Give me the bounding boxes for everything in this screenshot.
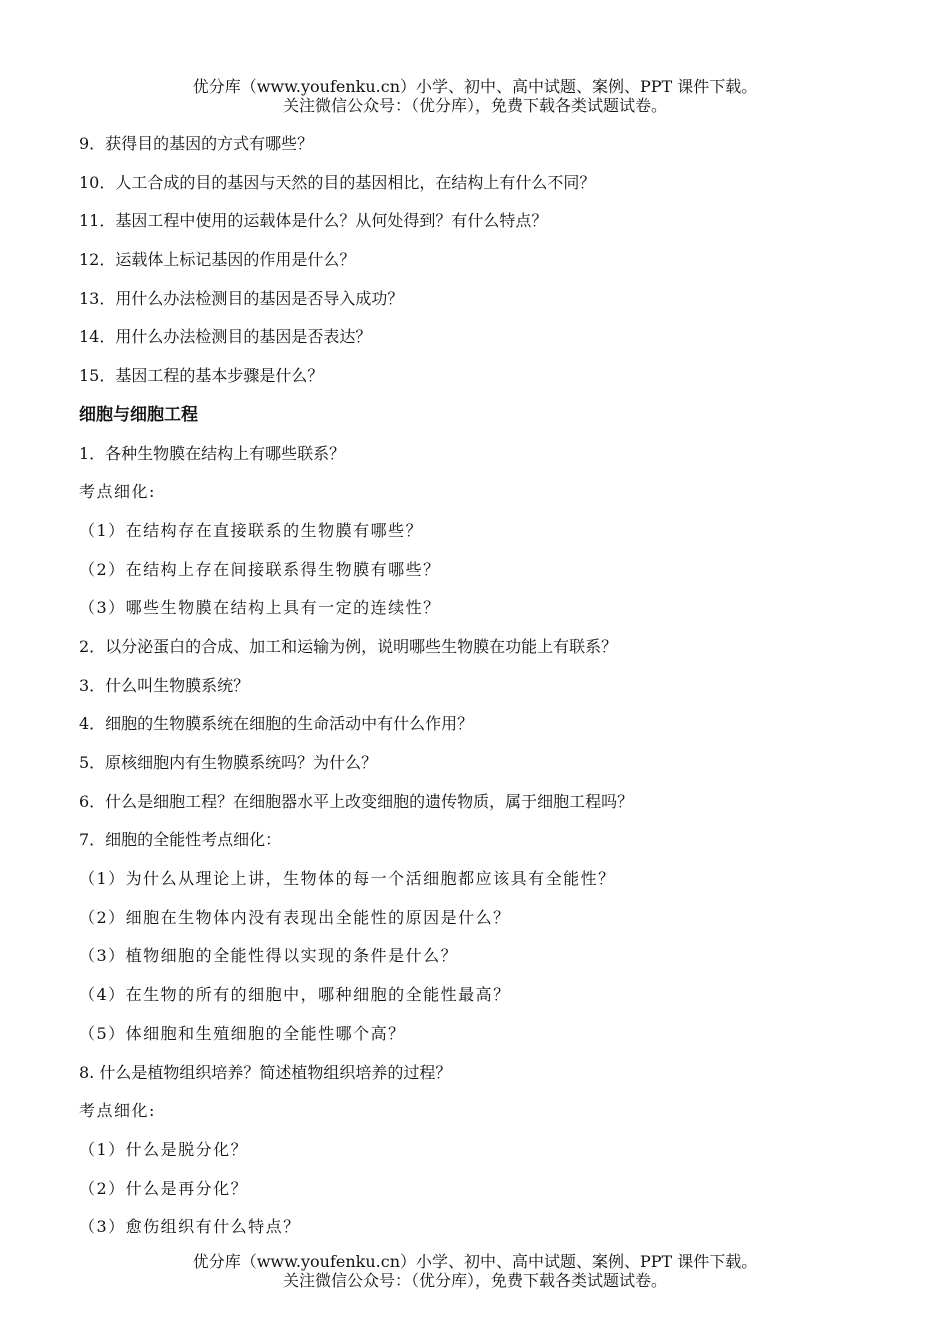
question-item: 3．什么叫生物膜系统？ [79, 675, 250, 695]
sub-question: （4）在生物的所有的细胞中，哪种细胞的全能性最高？ [79, 985, 511, 1005]
question-item: 6．什么是细胞工程？在细胞器水平上改变细胞的遗传物质，属于细胞工程吗？ [79, 791, 634, 811]
sub-question: （3）植物细胞的全能性得以实现的条件是什么？ [79, 946, 459, 966]
question-item: 9．获得目的基因的方式有哪些？ [79, 134, 314, 153]
header-line-1: 优分库（www.youfenku.cn）小学、初中、高中试题、案例、PPT 课件下载。 [192, 77, 758, 96]
header-line-2: 关注微信公众号：（优分库），免费下载各类试题试卷。 [282, 96, 667, 115]
sub-question: 考点细化: [79, 482, 156, 502]
sub-question: （3）哪些生物膜在结构上具有一定的连续性？ [79, 598, 441, 618]
page-footer [0, 1252, 950, 1290]
question-item: 4．细胞的生物膜系统在细胞的生命活动中有什么作用？ [79, 714, 474, 734]
footer-line-1: 优分库（www.youfenku.cn）小学、初中、高中试题、案例、PPT 课件下载。 [192, 1252, 758, 1271]
sub-question: （3）愈伤组织有什么特点？ [79, 1217, 301, 1237]
question-item: 8. 什么是植物组织培养？简述植物组织培养的过程？ [79, 1062, 452, 1082]
question-item: 1．各种生物膜在结构上有哪些联系？ [79, 443, 346, 463]
question-item: 13．用什么办法检测目的基因是否导入成功？ [79, 288, 404, 308]
question-item: 10．人工合成的目的基因与天然的目的基因相比，在结构上有什么不同？ [79, 172, 596, 192]
question-item: 15．基因工程的基本步骤是什么？ [79, 366, 324, 386]
sub-question: （2）细胞在生物体内没有表现出全能性的原因是什么？ [79, 907, 511, 927]
sub-question: （1）什么是脱分化？ [79, 1139, 249, 1159]
question-item: 5．原核细胞内有生物膜系统吗？为什么？ [79, 753, 378, 772]
sub-question: 考点细化: [79, 1101, 156, 1121]
sub-question: （1）在结构存在直接联系的生物膜有哪些？ [79, 520, 424, 540]
sub-question: （2）在结构上存在间接联系得生物膜有哪些？ [79, 559, 441, 579]
sub-question: （1）为什么从理论上讲，生物体的每一个活细胞都应该具有全能性？ [79, 869, 616, 889]
sub-question: （2）什么是再分化？ [79, 1178, 249, 1198]
document-body [79, 131, 899, 1253]
sub-question: （5）体细胞和生殖细胞的全能性哪个高？ [79, 1023, 406, 1043]
question-item: 14．用什么办法检测目的基因是否表达？ [79, 327, 372, 347]
question-item: 7．细胞的全能性考点细化： [79, 830, 282, 850]
section-heading: 细胞与细胞工程 [79, 404, 198, 425]
footer-line-2: 关注微信公众号：（优分库），免费下载各类试题试卷。 [282, 1271, 667, 1290]
question-item: 12．运载体上标记基因的作用是什么？ [79, 250, 356, 270]
page-header [0, 77, 950, 115]
question-item: 11．基因工程中使用的运载体是什么？从何处得到？有什么特点？ [79, 211, 548, 231]
question-item: 2．以分泌蛋白的合成、加工和运输为例，说明哪些生物膜在功能上有联系？ [79, 636, 618, 656]
